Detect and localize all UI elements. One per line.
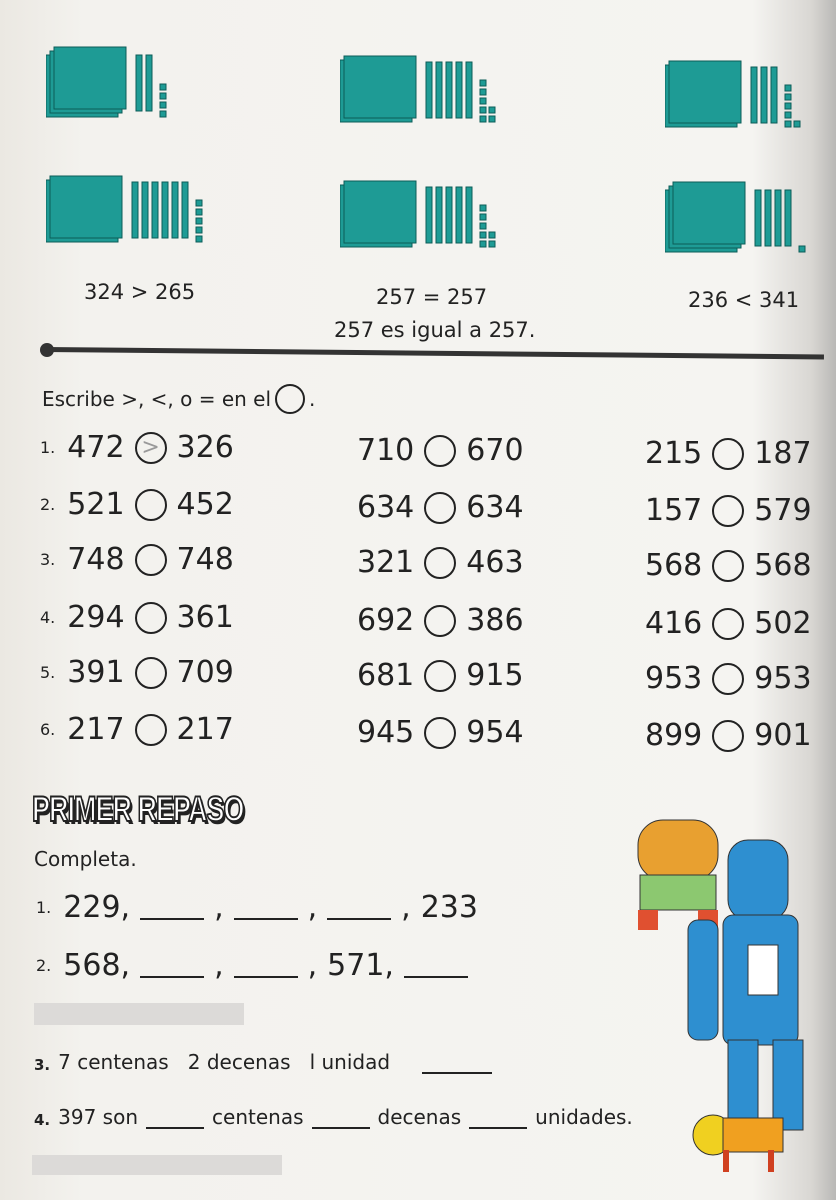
right-number: 709 — [176, 655, 234, 690]
unit-cube — [480, 80, 486, 86]
answer-circle[interactable]: > — [135, 432, 167, 464]
exercise-row — [645, 436, 812, 471]
q-number: 4. — [34, 1111, 51, 1129]
exercise-row — [645, 548, 812, 583]
q1-end: 233 — [420, 890, 478, 925]
answer-blank[interactable] — [327, 896, 391, 920]
exercise-number: 2. — [40, 495, 56, 514]
q4-text: unidades. — [535, 1105, 633, 1129]
right-number: 452 — [176, 487, 234, 522]
q-number: 1. — [36, 898, 52, 917]
answer-circle[interactable] — [712, 550, 744, 582]
answer-circle[interactable] — [135, 602, 167, 634]
ten-rod — [456, 187, 462, 243]
answer-circle[interactable] — [424, 547, 456, 579]
ten-rod — [771, 67, 777, 123]
base-ten-model — [46, 170, 246, 250]
exercise-row — [645, 493, 812, 528]
exercise-row — [357, 490, 524, 525]
review-q4 — [34, 1105, 633, 1129]
ten-rod — [426, 187, 432, 243]
answer-circle[interactable] — [712, 720, 744, 752]
ten-rod — [466, 62, 472, 118]
exercise-row — [357, 545, 524, 580]
unit-cube — [785, 85, 791, 91]
right-number: 954 — [466, 715, 524, 750]
unit-cube — [489, 107, 495, 113]
right-number: 901 — [754, 718, 812, 753]
redacted-area — [34, 1003, 244, 1025]
example-2-caption: 257 es igual a 257. — [334, 318, 536, 342]
left-number: 681 — [357, 658, 415, 693]
hundred-flat — [669, 61, 741, 123]
ten-rod — [751, 67, 757, 123]
ten-rod — [466, 187, 472, 243]
exercise-row — [645, 718, 812, 753]
unit-cube — [160, 111, 166, 117]
exercise-row — [40, 600, 234, 635]
answer-blank[interactable] — [140, 896, 204, 920]
ten-rod — [761, 67, 767, 123]
ten-rod — [142, 182, 148, 238]
exercise-number: 5. — [40, 663, 56, 682]
left-number: 521 — [67, 487, 125, 522]
ten-rod — [775, 190, 781, 246]
exercise-row — [645, 661, 812, 696]
q1-start: 229, — [63, 890, 131, 925]
robots-illustration — [628, 800, 836, 1180]
right-number: 568 — [754, 548, 812, 583]
unit-cube — [160, 84, 166, 90]
ten-rod — [426, 62, 432, 118]
ten-rod — [785, 190, 791, 246]
right-number: 361 — [176, 600, 234, 635]
base-ten-model — [340, 50, 540, 130]
ten-rod — [146, 55, 152, 111]
exercise-row — [645, 606, 812, 641]
ten-rod — [182, 182, 188, 238]
answer-circle[interactable] — [135, 489, 167, 521]
ten-rod — [436, 187, 442, 243]
ten-rod — [436, 62, 442, 118]
ten-rod — [456, 62, 462, 118]
review-q3 — [34, 1050, 492, 1074]
right-number: 579 — [754, 493, 812, 528]
right-number: 953 — [754, 661, 812, 696]
answer-circle[interactable] — [135, 657, 167, 689]
answer-blank[interactable] — [234, 954, 298, 978]
exercise-row — [357, 433, 524, 468]
answer-circle[interactable] — [135, 544, 167, 576]
unit-cube — [160, 93, 166, 99]
unit-cube — [785, 94, 791, 100]
hundred-flat — [50, 176, 122, 238]
left-number: 157 — [645, 493, 703, 528]
exercise-number: 6. — [40, 720, 56, 739]
q3-text: 7 centenas 2 decenas l unidad — [58, 1050, 391, 1074]
left-number: 945 — [357, 715, 415, 750]
unit-cube — [489, 116, 495, 122]
exercise-number: 1. — [40, 438, 56, 457]
unit-cube — [480, 205, 486, 211]
base-ten-model — [665, 180, 836, 260]
left-number: 692 — [357, 603, 415, 638]
ten-rod — [172, 182, 178, 238]
unit-cube — [480, 107, 486, 113]
q2-mid: 571, — [327, 948, 394, 983]
answer-blank[interactable] — [140, 954, 204, 978]
example-1-comparison: 324 > 265 — [84, 280, 196, 304]
exercise-row — [357, 715, 524, 750]
answer-circle[interactable] — [424, 660, 456, 692]
unit-cube — [480, 89, 486, 95]
unit-cube — [480, 214, 486, 220]
redacted-area — [32, 1155, 282, 1175]
unit-cube — [489, 241, 495, 247]
left-number: 472 — [67, 430, 125, 465]
hundred-flat — [54, 47, 126, 109]
exercise-row — [40, 542, 234, 577]
hundred-flat — [344, 56, 416, 118]
answer-circle[interactable] — [424, 605, 456, 637]
exercise-number: 4. — [40, 608, 56, 627]
unit-cube — [480, 98, 486, 104]
divider-line — [44, 347, 824, 359]
q4-text: decenas — [377, 1105, 462, 1129]
answer-circle[interactable] — [424, 435, 456, 467]
base-ten-model — [665, 55, 836, 135]
answer-circle[interactable] — [424, 492, 456, 524]
ten-rod — [162, 182, 168, 238]
answer-circle[interactable] — [424, 717, 456, 749]
q-number: 2. — [36, 956, 52, 975]
q4-text: 397 son — [58, 1105, 139, 1129]
unit-cube — [196, 209, 202, 215]
answer-circle[interactable] — [712, 438, 744, 470]
instruction-text: Escribe >, <, o = en el — [42, 387, 272, 411]
left-number: 748 — [67, 542, 125, 577]
right-number: 326 — [176, 430, 234, 465]
review-q2: 2. 568, , , 571, — [36, 948, 468, 983]
answer-blank[interactable] — [146, 1105, 204, 1129]
unit-cube — [480, 241, 486, 247]
exercise-row — [40, 712, 234, 747]
answer-blank[interactable] — [404, 954, 468, 978]
right-number: 502 — [754, 606, 812, 641]
base-ten-model — [46, 45, 246, 125]
example-3-comparison: 236 < 341 — [688, 288, 800, 312]
unit-cube — [160, 102, 166, 108]
section-title: PRIMER REPASO — [32, 790, 244, 829]
unit-cube — [489, 232, 495, 238]
hundred-flat — [344, 181, 416, 243]
left-number: 294 — [67, 600, 125, 635]
unit-cube — [196, 227, 202, 233]
unit-cube — [785, 103, 791, 109]
base-ten-model — [340, 175, 540, 255]
unit-cube — [480, 223, 486, 229]
unit-cube — [480, 232, 486, 238]
left-number: 634 — [357, 490, 415, 525]
right-number: 386 — [466, 603, 524, 638]
answer-circle[interactable] — [712, 663, 744, 695]
exercise-row — [40, 430, 234, 465]
ten-rod — [132, 182, 138, 238]
ten-rod — [446, 62, 452, 118]
exercise-row — [357, 603, 524, 638]
answer-circle[interactable] — [712, 495, 744, 527]
left-number: 217 — [67, 712, 125, 747]
unit-cube — [799, 246, 805, 252]
unit-cube — [794, 121, 800, 127]
ten-rod — [765, 190, 771, 246]
exercise-number: 3. — [40, 550, 56, 569]
q-number: 3. — [34, 1056, 51, 1074]
left-number: 710 — [357, 433, 415, 468]
exercise-row — [40, 487, 234, 522]
left-number: 953 — [645, 661, 703, 696]
q2-start: 568, — [63, 948, 131, 983]
answer-circle[interactable] — [135, 714, 167, 746]
review-instruction: Completa. — [34, 847, 137, 871]
answer-blank[interactable] — [469, 1105, 527, 1129]
left-number: 416 — [645, 606, 703, 641]
answer-circle[interactable] — [712, 608, 744, 640]
right-number: 670 — [466, 433, 524, 468]
left-number: 391 — [67, 655, 125, 690]
left-number: 899 — [645, 718, 703, 753]
ten-rod — [152, 182, 158, 238]
q4-text: centenas — [212, 1105, 304, 1129]
right-number: 187 — [754, 436, 812, 471]
unit-cube — [196, 218, 202, 224]
right-number: 463 — [466, 545, 524, 580]
left-number: 568 — [645, 548, 703, 583]
hundred-flat — [673, 182, 745, 244]
unit-cube — [785, 121, 791, 127]
exercise-row — [40, 655, 234, 690]
ten-rod — [446, 187, 452, 243]
left-number: 215 — [645, 436, 703, 471]
unit-cube — [196, 200, 202, 206]
circle-icon — [275, 384, 305, 414]
ten-rod — [136, 55, 142, 111]
unit-cube — [196, 236, 202, 242]
example-2-comparison: 257 = 257 — [376, 285, 488, 309]
right-number: 748 — [176, 542, 234, 577]
unit-cube — [480, 116, 486, 122]
left-number: 321 — [357, 545, 415, 580]
exercise-row — [357, 658, 524, 693]
right-number: 915 — [466, 658, 524, 693]
instruction: Escribe >, <, o = en el . — [42, 384, 315, 414]
right-number: 634 — [466, 490, 524, 525]
right-number: 217 — [176, 712, 234, 747]
unit-cube — [785, 112, 791, 118]
answer-blank[interactable] — [312, 1105, 370, 1129]
review-q1: 1. 229, , , , 233 — [36, 890, 478, 925]
answer-blank[interactable] — [422, 1050, 492, 1074]
answer-blank[interactable] — [234, 896, 298, 920]
ten-rod — [755, 190, 761, 246]
